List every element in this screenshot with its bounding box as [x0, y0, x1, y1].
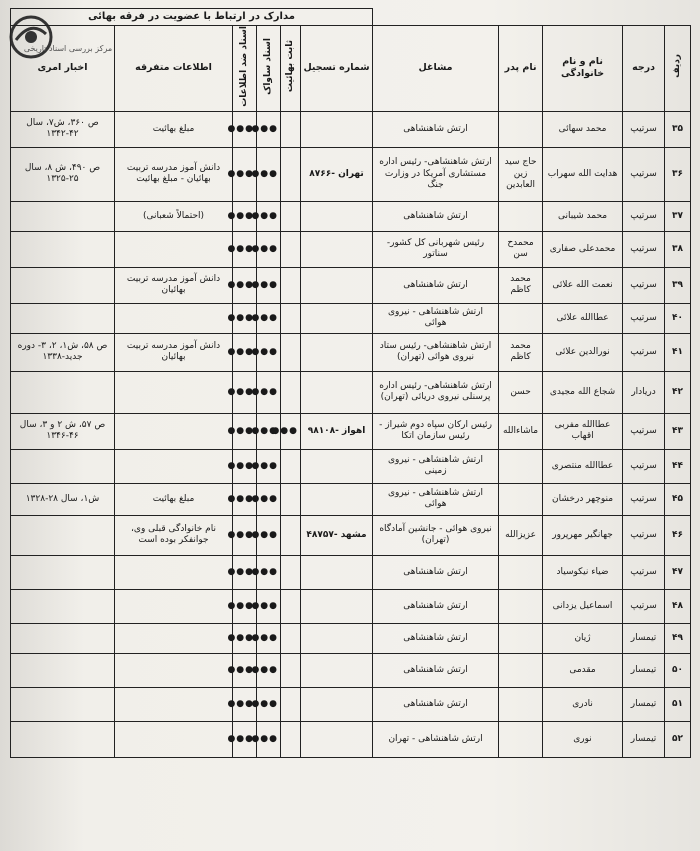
row-father — [499, 623, 543, 653]
row-job: ارتش شاهنشاهی — [373, 201, 499, 231]
row-news: ش۱، سال ۲۸-۱۳۲۸ — [11, 483, 115, 515]
row-reg — [301, 231, 373, 267]
row-number: ۳۸ — [665, 231, 691, 267]
row-father — [499, 589, 543, 623]
row-name: نورالدین علائی — [543, 333, 623, 371]
row-ministry: ●●● — [233, 623, 257, 653]
row-sawaki: ●●● — [257, 111, 281, 147]
row-name: مقدمی — [543, 653, 623, 687]
row-misc: مبلغ بهائیت — [115, 111, 233, 147]
row-misc: نام خانوادگی قبلی وی، جوانفکر بوده است — [115, 515, 233, 555]
row-number: ۳۷ — [665, 201, 691, 231]
row-rank: سرتیپ — [623, 333, 665, 371]
row-ministry: ●●● — [233, 371, 257, 413]
row-title-eq — [281, 623, 301, 653]
row-sawaki: ●●● — [257, 147, 281, 201]
row-rank: تیمسار — [623, 623, 665, 653]
row-father: حسن — [499, 371, 543, 413]
row-sawaki: ●●● — [257, 333, 281, 371]
row-reg — [301, 623, 373, 653]
row-ministry: ●●● — [233, 303, 257, 333]
row-sawaki: ●●● — [257, 555, 281, 589]
row-number: ۴۴ — [665, 449, 691, 483]
table-row — [11, 589, 691, 623]
table-row — [11, 303, 691, 333]
row-news: ص ۳۶۰، ش۷، سال ۴۲-۱۳۴۲ — [11, 111, 115, 147]
table-row — [11, 515, 691, 555]
row-news: ص ۵۷، ش ۲ و ۳، سال ۴۶-۱۳۴۶ — [11, 413, 115, 449]
row-ministry: ●●● — [233, 147, 257, 201]
row-number: ۴۹ — [665, 623, 691, 653]
row-father: محمدح سن — [499, 231, 543, 267]
row-rank: تیمسار — [623, 687, 665, 721]
row-misc: دانش آموز مدرسه تربیت بهائیان - مبلغ بهائیت — [115, 147, 233, 201]
row-name: عطاالله مفربی اقهاب — [543, 413, 623, 449]
row-misc: (احتمالاً شعبانی) — [115, 201, 233, 231]
row-job: ارتش شاهنشاهی- رئیس ستاد نیروی هوائی (تهران) — [373, 333, 499, 371]
row-reg — [301, 449, 373, 483]
row-misc — [115, 589, 233, 623]
row-job: نیروی هوائی - جانشین آمادگاه (تهران) — [373, 515, 499, 555]
row-father: حاج سید زین العابدین — [499, 147, 543, 201]
row-ministry: ●●● — [233, 267, 257, 303]
row-news — [11, 201, 115, 231]
row-title-eq — [281, 449, 301, 483]
row-rank: سرتیپ — [623, 413, 665, 449]
row-name: محمد سهائی — [543, 111, 623, 147]
row-number: ۴۰ — [665, 303, 691, 333]
row-news — [11, 623, 115, 653]
row-sawaki: ●●● — [257, 687, 281, 721]
row-reg — [301, 687, 373, 721]
row-reg — [301, 333, 373, 371]
row-sawaki: ●●● — [257, 201, 281, 231]
table-row — [11, 653, 691, 687]
row-name: ژیان — [543, 623, 623, 653]
row-rank: سرتیپ — [623, 201, 665, 231]
row-rank: سرتیپ — [623, 449, 665, 483]
row-ministry: ●●● — [233, 687, 257, 721]
row-number: ۳۶ — [665, 147, 691, 201]
row-news — [11, 267, 115, 303]
row-rank: سرتیپ — [623, 483, 665, 515]
row-sawaki: ●●● — [257, 515, 281, 555]
table-row — [11, 147, 691, 201]
row-rank: سرتیپ — [623, 111, 665, 147]
row-ministry: ●●● — [233, 449, 257, 483]
table-row — [11, 483, 691, 515]
row-sawaki: ●●● — [257, 413, 281, 449]
row-name: نعمت الله علائی — [543, 267, 623, 303]
row-father — [499, 721, 543, 757]
row-job: ارتش شاهنشاهی — [373, 687, 499, 721]
row-sawaki: ●●● — [257, 653, 281, 687]
row-sawaki: ●●● — [257, 721, 281, 757]
row-sawaki: ●●● — [257, 371, 281, 413]
row-title-eq — [281, 515, 301, 555]
row-rank: سرتیپ — [623, 589, 665, 623]
row-father — [499, 483, 543, 515]
row-title-eq — [281, 147, 301, 201]
row-news: ص ۵۸، ش۱، ۲، ۳- دوره جدید-۱۳۳۸ — [11, 333, 115, 371]
row-number: ۴۸ — [665, 589, 691, 623]
table-row — [11, 231, 691, 267]
row-title-eq — [281, 371, 301, 413]
row-job: ارتش شاهنشاهی — [373, 111, 499, 147]
row-rank: تیمسار — [623, 653, 665, 687]
row-sawaki: ●●● — [257, 623, 281, 653]
row-name: محمد شیبانی — [543, 201, 623, 231]
row-father: عزیزالله — [499, 515, 543, 555]
col-jobs: مشاغل — [373, 26, 499, 112]
row-reg — [301, 589, 373, 623]
col-reg: شماره تسجیل — [301, 26, 373, 112]
row-number: ۳۹ — [665, 267, 691, 303]
col-news: اخبار امری — [11, 26, 115, 112]
row-job: ارتش شاهنشاهی - نیروی زمینی — [373, 449, 499, 483]
row-reg — [301, 721, 373, 757]
table-row — [11, 111, 691, 147]
row-misc — [115, 721, 233, 757]
row-ministry: ●●● — [233, 333, 257, 371]
col-misc: اطلاعات متفرقه — [115, 26, 233, 112]
row-news — [11, 589, 115, 623]
table-row — [11, 687, 691, 721]
table-row — [11, 371, 691, 413]
row-number: ۴۶ — [665, 515, 691, 555]
row-number: ۵۰ — [665, 653, 691, 687]
row-news — [11, 555, 115, 589]
row-name: عطاالله منتصری — [543, 449, 623, 483]
row-job: ارتش شاهنشاهی — [373, 267, 499, 303]
row-ministry: ●●● — [233, 515, 257, 555]
row-father — [499, 653, 543, 687]
group-title: مدارک در ارتباط با عضویت در فرقه بهائی — [11, 9, 373, 26]
row-father — [499, 201, 543, 231]
row-news — [11, 303, 115, 333]
row-title-eq — [281, 111, 301, 147]
row-name: هدایت الله سهراب — [543, 147, 623, 201]
row-misc — [115, 687, 233, 721]
table-row — [11, 449, 691, 483]
row-job: رئیس شهربانی کل کشور- سناتور — [373, 231, 499, 267]
row-name: عطاالله علائی — [543, 303, 623, 333]
row-news — [11, 687, 115, 721]
row-number: ۴۳ — [665, 413, 691, 449]
table-row — [11, 333, 691, 371]
row-title-eq — [281, 721, 301, 757]
row-reg — [301, 303, 373, 333]
row-job: ارتش شاهنشاهی - تهران — [373, 721, 499, 757]
row-title-eq — [281, 555, 301, 589]
row-ministry: ●●● — [233, 201, 257, 231]
col-rank: درجه — [623, 26, 665, 112]
row-misc: دانش آموز مدرسه تربیت بهائیان — [115, 333, 233, 371]
row-news — [11, 449, 115, 483]
row-father — [499, 303, 543, 333]
row-reg: اهواز -۹۸۱۰۸ — [301, 413, 373, 449]
row-reg — [301, 267, 373, 303]
row-title-eq — [281, 653, 301, 687]
col-father: نام پدر — [499, 26, 543, 112]
row-reg — [301, 653, 373, 687]
row-sawaki: ●●● — [257, 449, 281, 483]
row-news — [11, 515, 115, 555]
row-rank: تیمسار — [623, 721, 665, 757]
row-rank: سرتیپ — [623, 267, 665, 303]
row-sawaki: ●●● — [257, 589, 281, 623]
row-misc: مبلغ بهائیت — [115, 483, 233, 515]
row-name: شجاع الله مجیدی — [543, 371, 623, 413]
row-job: ارتش شاهنشاهی- رئیس اداره مستشاری آمریکا در وزارت جنگ — [373, 147, 499, 201]
row-sawaki: ●●● — [257, 231, 281, 267]
table-row — [11, 623, 691, 653]
row-misc — [115, 623, 233, 653]
data-table — [10, 8, 691, 758]
table-row — [11, 267, 691, 303]
row-news — [11, 371, 115, 413]
row-reg — [301, 483, 373, 515]
row-title-eq: ●●● — [281, 413, 301, 449]
row-misc — [115, 371, 233, 413]
row-rank: سرتیپ — [623, 555, 665, 589]
row-title-eq — [281, 687, 301, 721]
row-ministry: ●●● — [233, 231, 257, 267]
row-title-eq — [281, 303, 301, 333]
row-news — [11, 231, 115, 267]
row-news: ص ۴۹۰، ش ۸، سال ۲۵-۱۳۲۵ — [11, 147, 115, 201]
row-title-eq — [281, 333, 301, 371]
row-job: ارتش شاهنشاهی — [373, 653, 499, 687]
col-ministry: اسناد ضد اطلاعات — [233, 26, 257, 112]
row-father: محمد کاظم — [499, 333, 543, 371]
table-row — [11, 555, 691, 589]
row-title-eq — [281, 267, 301, 303]
col-name: نام و نام خانوادگی — [543, 26, 623, 112]
row-name: منوچهر درخشان — [543, 483, 623, 515]
row-number: ۳۵ — [665, 111, 691, 147]
table-row — [11, 413, 691, 449]
row-rank: سرتیپ — [623, 231, 665, 267]
row-news — [11, 653, 115, 687]
logo-caption: مرکز بررسی اسناد تاریخی — [23, 44, 113, 53]
row-job: ارتش شاهنشاهی- رئیس اداره پرسنلی نیروی دریائی (تهران) — [373, 371, 499, 413]
row-ministry: ●●● — [233, 653, 257, 687]
row-rank: دریادار — [623, 371, 665, 413]
row-reg — [301, 201, 373, 231]
row-misc — [115, 449, 233, 483]
row-number: ۴۲ — [665, 371, 691, 413]
row-misc — [115, 231, 233, 267]
row-rank: سرتیپ — [623, 515, 665, 555]
row-title-eq — [281, 589, 301, 623]
row-ministry: ●●● — [233, 589, 257, 623]
row-title-eq — [281, 231, 301, 267]
row-reg — [301, 555, 373, 589]
row-job: رئیس ارکان سپاه دوم شیراز - رئیس سازمان اتکا — [373, 413, 499, 449]
col-radif: ردیف — [665, 26, 691, 112]
row-ministry: ●●● — [233, 111, 257, 147]
table-row — [11, 201, 691, 231]
row-job: ارتش شاهنشاهی — [373, 623, 499, 653]
row-misc — [115, 555, 233, 589]
row-reg: تهران -۸۷۶۶ — [301, 147, 373, 201]
row-name: اسماعیل یزدانی — [543, 589, 623, 623]
row-number: ۴۷ — [665, 555, 691, 589]
row-father — [499, 111, 543, 147]
row-misc — [115, 413, 233, 449]
row-father — [499, 687, 543, 721]
row-ministry: ●●● — [233, 413, 257, 449]
row-job: ارتش شاهنشاهی - نیروی هوائی — [373, 303, 499, 333]
row-reg — [301, 111, 373, 147]
row-title-eq — [281, 483, 301, 515]
row-sawaki: ●●● — [257, 267, 281, 303]
row-rank: سرتیپ — [623, 147, 665, 201]
row-sawaki: ●●● — [257, 483, 281, 515]
row-ministry: ●●● — [233, 483, 257, 515]
row-misc — [115, 653, 233, 687]
row-father — [499, 555, 543, 589]
row-father: محمد کاظم — [499, 267, 543, 303]
row-ministry: ●●● — [233, 555, 257, 589]
row-name: جهانگیر مهرپرور — [543, 515, 623, 555]
row-name: محمدعلی صفاری — [543, 231, 623, 267]
row-job: ارتش شاهنشاهی — [373, 555, 499, 589]
row-number: ۵۱ — [665, 687, 691, 721]
row-father — [499, 449, 543, 483]
row-number: ۴۵ — [665, 483, 691, 515]
row-number: ۵۲ — [665, 721, 691, 757]
row-father: ماشاءالله — [499, 413, 543, 449]
row-job: ارتش شاهنشاهی — [373, 589, 499, 623]
row-name: نادری — [543, 687, 623, 721]
row-news — [11, 721, 115, 757]
table-row — [11, 721, 691, 757]
row-misc — [115, 303, 233, 333]
row-name: ضیاء نیکوسیاد — [543, 555, 623, 589]
row-reg: مشهد -۴۸۷۵۷ — [301, 515, 373, 555]
row-misc: دانش آموز مدرسه تربیت بهائیان — [115, 267, 233, 303]
row-job: ارتش شاهنشاهی - نیروی هوائی — [373, 483, 499, 515]
row-sawaki: ●●● — [257, 303, 281, 333]
row-number: ۴۱ — [665, 333, 691, 371]
row-reg — [301, 371, 373, 413]
row-name: نوری — [543, 721, 623, 757]
row-ministry: ●●● — [233, 721, 257, 757]
col-title-eq: ثابت بهائیت — [281, 26, 301, 112]
col-sawaki: اسناد ساواک — [257, 26, 281, 112]
row-rank: سرتیپ — [623, 303, 665, 333]
row-title-eq — [281, 201, 301, 231]
